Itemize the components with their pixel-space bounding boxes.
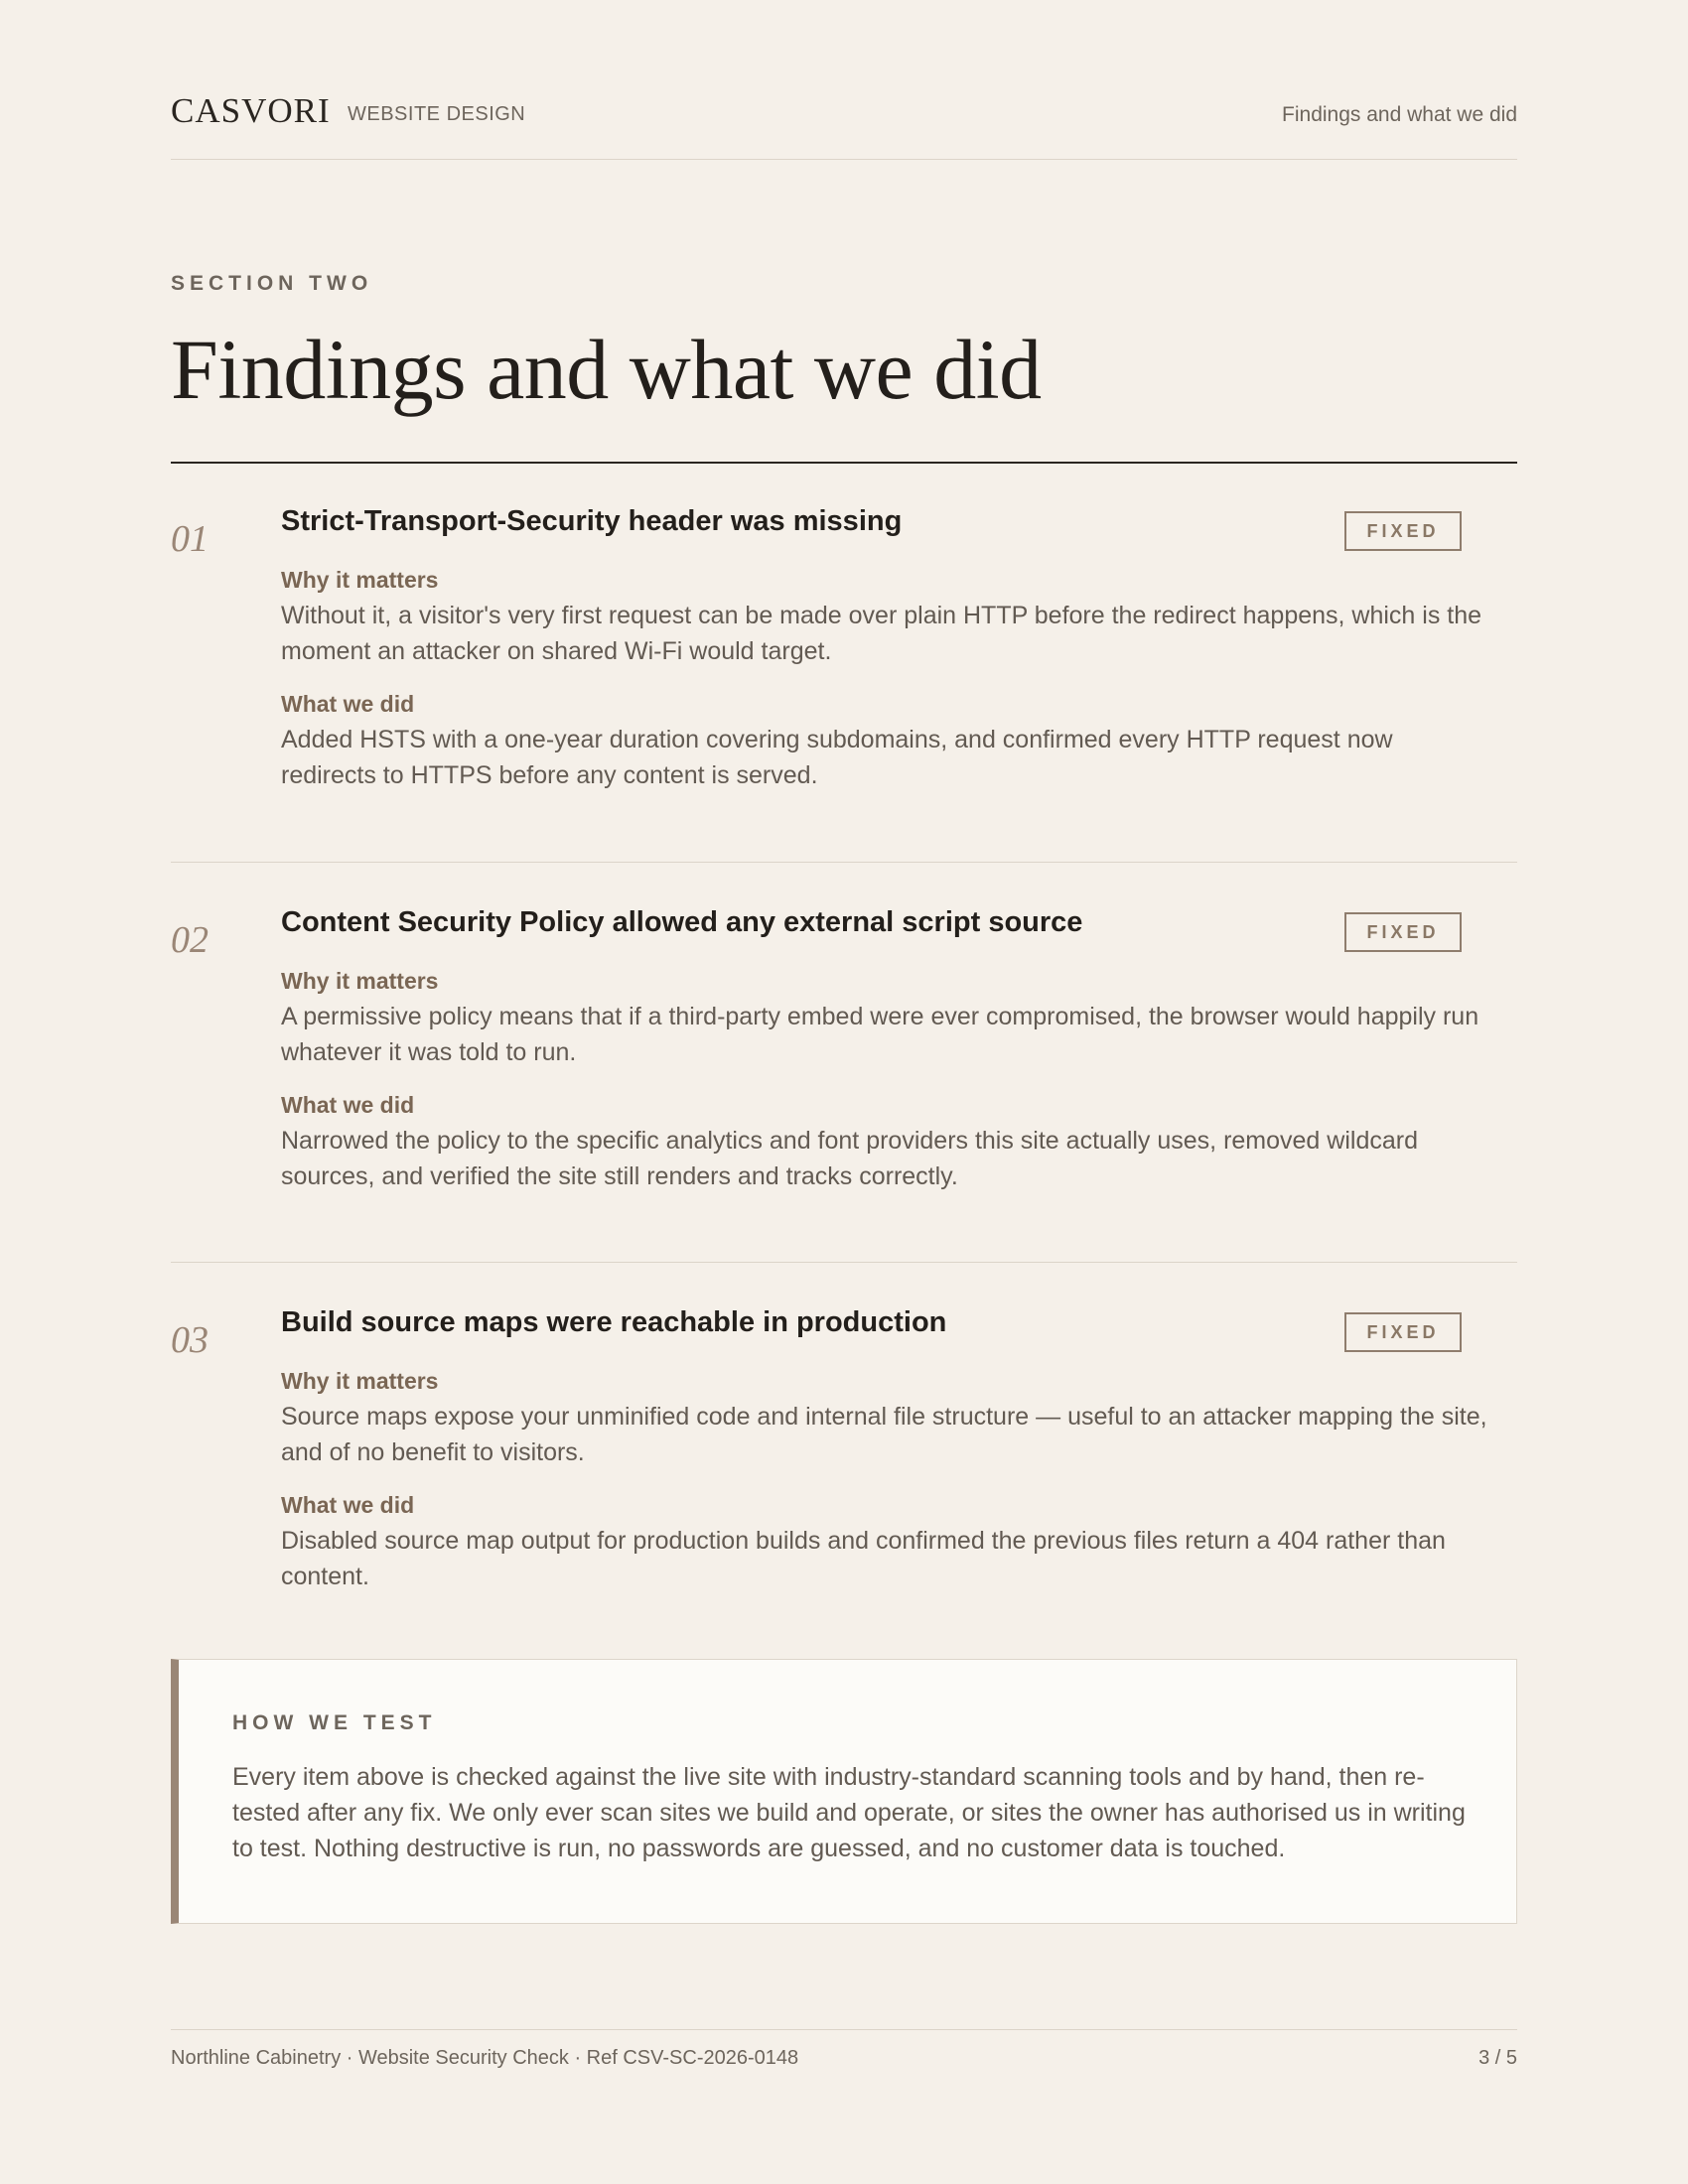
finding-item: [171, 1262, 1517, 1640]
status-badge: FIXED: [1344, 511, 1462, 551]
page-title: Findings and what we did: [171, 322, 1042, 417]
did-text: Added HSTS with a one-year duration covering subdomains, and confirmed every HTTP request now redirects to HTTPS before any content is served.: [281, 726, 1393, 789]
brand-tagline: WEBSITE DESIGN: [348, 103, 526, 125]
did-label: What we did: [281, 1492, 415, 1518]
why-label: Why it matters: [281, 1368, 439, 1394]
section-eyebrow: SECTION TWO: [171, 272, 373, 295]
brand-logo: CASVORI: [171, 91, 331, 130]
why-text: A permissive policy means that if a third-party embed were ever compromised, the browser would happily run whatever it was told to run.: [281, 1003, 1479, 1066]
finding-number: 03: [171, 1319, 209, 1361]
finding-number: 02: [171, 919, 209, 961]
why-label: Why it matters: [281, 968, 439, 994]
page-number: 3 / 5: [1478, 2047, 1517, 2069]
status-badge: FIXED: [1344, 1312, 1462, 1352]
status-badge: FIXED: [1344, 912, 1462, 952]
finding-title: Content Security Policy allowed any external script source: [281, 906, 1083, 938]
header-section-title: Findings and what we did: [1282, 103, 1517, 126]
finding-number: 01: [171, 518, 209, 560]
did-text: Disabled source map output for production builds and confirmed the previous files return a 404 rather than content.: [281, 1527, 1446, 1590]
did-text: Narrowed the policy to the specific analytics and font providers this site actually uses, removed wildcard sources, and verified the site still renders and tracks correctly.: [281, 1127, 1418, 1190]
finding-item: [171, 462, 1517, 861]
why-text: Source maps expose your unminified code and internal file structure — useful to an attacker mapping the site, and of no benefit to visitors.: [281, 1403, 1487, 1466]
finding-title: Strict-Transport-Security header was missing: [281, 505, 903, 537]
how-we-test-callout: [171, 1659, 1517, 1924]
callout-text: Every item above is checked against the live site with industry-standard scanning tools and by hand, then re-tested after any fix. We only ever scan sites we build and operate, or sites the owner has authorised us in writing to test. Nothing destructive is run, no passwords are guessed, and no customer data is touched.: [232, 1763, 1466, 1862]
did-label: What we did: [281, 1092, 415, 1118]
page-header: [171, 91, 1517, 160]
footer-reference: Northline Cabinetry · Website Security Check · Ref CSV-SC-2026-0148: [171, 2047, 799, 2069]
page-footer: [171, 2029, 1517, 2069]
finding-title: Build source maps were reachable in production: [281, 1306, 947, 1338]
why-text: Without it, a visitor's very first request can be made over plain HTTP before the redirect happens, which is the moment an attacker on shared Wi-Fi would target.: [281, 602, 1482, 665]
finding-item: [171, 862, 1517, 1263]
callout-heading: HOW WE TEST: [232, 1711, 437, 1734]
did-label: What we did: [281, 691, 415, 717]
why-label: Why it matters: [281, 567, 439, 593]
